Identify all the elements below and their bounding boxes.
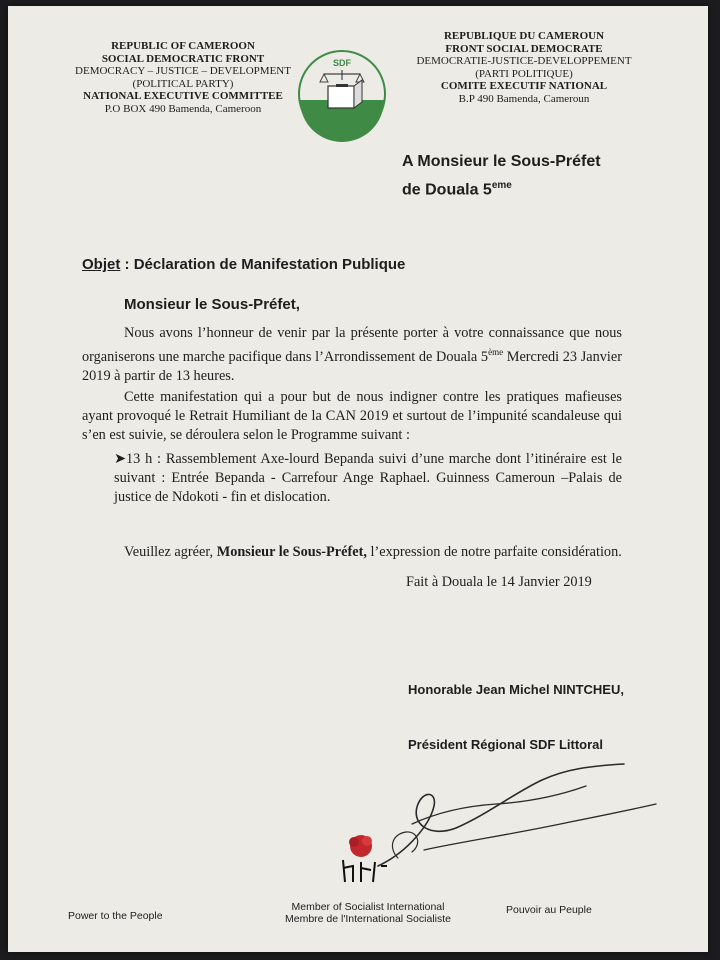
header-right-line6: B.P 490 Bamenda, Cameroun — [458, 92, 590, 105]
header-left-line1: REPUBLIC OF CAMEROON — [111, 40, 255, 52]
footer-center-line1: Member of Socialist International — [291, 901, 445, 913]
addressee-line2 — [402, 176, 512, 200]
addressee-line2-main: de Douala 5 — [402, 181, 492, 199]
footer-center — [278, 901, 458, 925]
subject-label: Objet — [82, 256, 121, 273]
body-paragraph-2: Cette manifestation qui a pour but de nous indigner contre les pratiques mafieuses ayant provoqué le Retrait Humiliant de la CAN 2019 et surtout de l’impunité scandaleuse qui s’en est suivie, se déroulera selon le Programme suivant : — [82, 389, 622, 443]
header-left-line3: DEMOCRACY – JUSTICE – DEVELOPMENT — [75, 65, 291, 77]
p4-text-a: Veuillez agréer, — [124, 544, 217, 560]
closing-paragraph — [82, 543, 622, 562]
header-right-line3: DEMOCRATIE-JUSTICE-DEVELOPPEMENT — [416, 55, 632, 67]
salutation: Monsieur le Sous-Préfet, — [124, 296, 300, 313]
header-left-line5: NATIONAL EXECUTIVE COMMITTEE — [83, 90, 283, 102]
p4-text-c: l’expression de notre parfaite considération. — [366, 544, 622, 560]
p1-text-a: Nous avons l’honneur de venir par la présente porter à votre connaissance que nous organiserons une marche pacifique dans l’Arrondissement de Douala 5 — [82, 325, 622, 365]
p1-text-b: Mercredi 23 Janvier 2019 à partir de 13 heures. — [82, 348, 622, 384]
place-date: Fait à Douala le 14 Janvier 2019 — [406, 574, 592, 590]
signatory-title: Président Régional SDF Littoral — [408, 737, 604, 752]
bullet-arrow-icon: ➤ — [114, 451, 126, 467]
header-right-line4: (PARTI POLITIQUE) — [475, 67, 573, 80]
rose-fist-emblem-icon — [331, 832, 391, 890]
p4-text-b: Monsieur le Sous-Préfet, — [216, 544, 367, 560]
header-left — [63, 40, 303, 115]
header-right-line2: FRONT SOCIAL DEMOCRATE — [445, 42, 603, 55]
letter-page — [8, 6, 708, 952]
addressee-line2-sup: eme — [491, 180, 512, 191]
header-right-line5: COMITE EXECUTIF NATIONAL — [440, 80, 608, 92]
header-right-line1: REPUBLIQUE DU CAMEROUN — [443, 30, 605, 42]
header-left-line4: (POLITICAL PARTY) — [132, 77, 234, 90]
footer-right: Pouvoir au Peuple — [506, 904, 592, 916]
header-left-line2: SOCIAL DEMOCRATIC FRONT — [101, 52, 265, 65]
logo-text: SDF — [333, 58, 351, 68]
header-right — [400, 30, 648, 105]
addressee-line1: A Monsieur le Sous-Préfet — [402, 153, 601, 170]
footer-left: Power to the People — [68, 910, 163, 922]
program-item-text: 13 h : Rassemblement Axe-lourd Bepanda suivi d’une marche dont l’itinéraire est le suivant : Entrée Bepanda - Carrefour Ange Raphael. Guinness Cameroun –Palais de justice de Ndokoti - fin et dislocation. — [114, 451, 622, 505]
header-left-line6: P.O BOX 490 Bamenda, Cameroon — [104, 102, 262, 115]
subject-sep: : — [120, 256, 134, 273]
body-paragraph-1 — [82, 324, 622, 386]
footer-center-line2: Membre de l'International Socialiste — [284, 913, 451, 925]
signatory-name: Honorable Jean Michel NINTCHEU, — [408, 682, 624, 697]
program-item — [114, 450, 622, 507]
sdf-logo — [294, 44, 390, 144]
subject-line — [82, 256, 405, 273]
p1-sup: ème — [488, 347, 504, 357]
subject-text: Déclaration de Manifestation Publique — [133, 256, 406, 273]
